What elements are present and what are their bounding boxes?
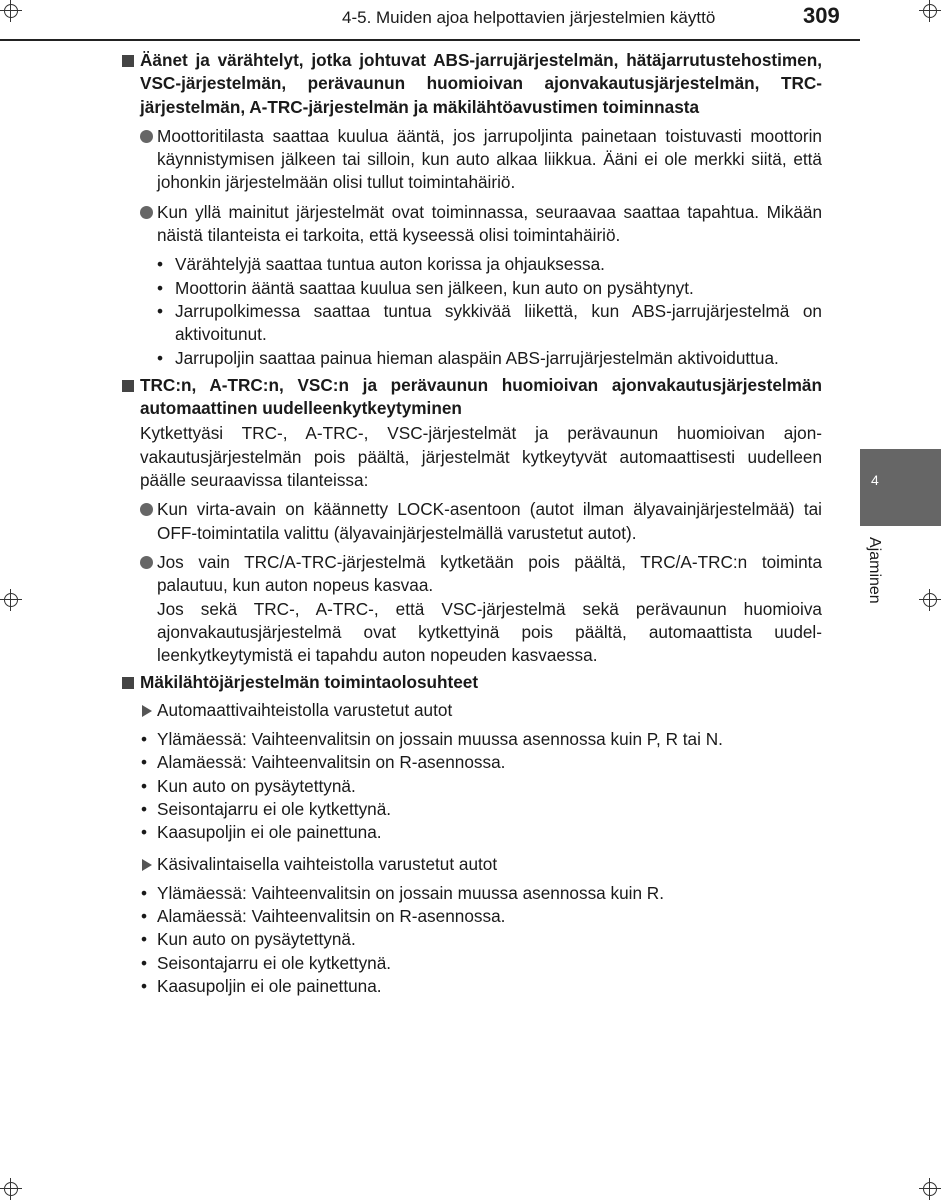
bullet-dot-icon: • [157,347,164,368]
circle-bullet-icon [140,503,153,516]
square-bullet-icon [122,55,134,67]
list-item: • Ylämäessä: Vaihteenvalitsin on jossain muussa asennossa kuin P, R tai N. [122,728,822,751]
bullet-list [122,728,822,844]
circle-item: Moottoritilasta saattaa kuulua ääntä, jos jarrupoljinta painetaan toistuvasti moottorin käynnistymisen jälkeen tai silloin, kun auto alkaa liikkua. Ääni ei ole merkki siitä, että johonkin järjestelmään olisi tullut toimintahäiriö. [122,125,822,195]
crop-mark-icon [0,0,22,22]
bullet-dot-icon: • [141,798,148,819]
list-item: • Seisontajarru ei ole kytkettynä. [122,952,822,975]
circle-item: Jos vain TRC/A-TRC-järjestelmä kytketään pois päältä, TRC/A-TRC:n toiminta palautuu, kun auton nopeus kasvaa. [122,551,822,598]
chapter-tab-label: Ajaminen [866,537,883,604]
bullet-list [122,882,822,998]
bullet-dot-icon: • [141,882,148,903]
bullet-dot-icon: • [157,277,164,298]
crop-mark-icon [0,1178,22,1200]
subheading-manual: Käsivalintaisella vaihteistolla varustetut autot [122,853,822,876]
section-heading: Äänet ja värähtelyt, jotka johtuvat ABS-jarrujärjestelmän, hätäjarrutustehostimen, VSC-järjestelmän, perävaunun huomioivan ajonvakautusjärjestelmän, TRC-järjestelmän, A-TRC-järjestelmän ja mäkilähtöavustimen toiminnasta [122,49,822,119]
circle-item: Kun yllä mainitut järjestelmät ovat toiminnassa, seuraavaa saattaa tapahtua. Mikään näistä tilanteista ei tarkoita, että kyseessä olisi toimintahäiriö. [122,201,822,248]
page-content [122,49,822,998]
list-item: • Jarrupoljin saattaa painua hieman alaspäin ABS-jarrujärjestelmän aktivoiduttua. [122,347,822,370]
bullet-dot-icon: • [141,729,148,750]
subheading-automatic: Automaattivaihteistolla varustetut autot [122,699,822,722]
section-intro: Kytkettyäsi TRC-, A-TRC-, VSC-järjestelmät ja perävaunun huomioivan ajonvakautusjärjestelmän pois päältä, järjestelmät kytkeytyvät automaattisesti uudelleen päälle seuraavissa tilanteissa: [140,423,822,491]
list-item: • Kaasupoljin ei ole painettuna. [122,821,822,844]
chapter-tab-number: 4 [871,472,879,488]
list-item: • Värähtelyjä saattaa tuntua auton korissa ja ohjauksessa. [122,253,822,276]
bullet-dot-icon: • [141,975,148,996]
circle-item-continuation: Jos sekä TRC-, A-TRC-, että VSC-järjestelmä sekä perävaunun huomioiva ajonvakautusjärjestelmä ovat kytkettyinä pois päältä, automaattista uudelleenkytkeytymistä ei tapahdu auton nopeuden kasvaessa. [157,598,822,666]
circle-bullet-icon [140,130,153,143]
list-item: • Kun auto on pysäytettynä. [122,928,822,951]
section-heading: TRC:n, A-TRC:n, VSC:n ja perävaunun huomioivan ajonvakautusjärjestelmän automaattinen uudelleenkytkeytyminen [122,374,822,421]
circle-bullet-icon [140,556,153,569]
section-sounds-vibrations [122,49,822,370]
header-rule [0,39,860,41]
list-item: • Kaasupoljin ei ole painettuna. [122,975,822,998]
list-item: • Kun auto on pysäytettynä. [122,775,822,798]
bullet-dot-icon: • [141,822,148,843]
list-item: • Jarrupolkimessa saattaa tuntua sykkivää liikettä, kun ABS-jarrujärjestelmä on aktivoitunut. [157,300,822,345]
triangle-bullet-icon [142,859,152,871]
crop-mark-icon [0,589,22,611]
bullet-dot-icon: • [157,300,164,321]
crop-mark-icon [919,1178,941,1200]
running-header-title: 4-5. Muiden ajoa helpottavien järjestelmien käyttö [342,8,716,27]
list-item: • Seisontajarru ei ole kytkettynä. [122,798,822,821]
bullet-list [122,253,822,369]
circle-bullet-icon [140,206,153,219]
bullet-dot-icon: • [141,906,148,927]
list-item: • Alamäessä: Vaihteenvalitsin on R-asennossa. [122,751,822,774]
bullet-dot-icon: • [157,254,164,275]
bullet-dot-icon: • [141,775,148,796]
circle-item: Kun virta-avain on käännetty LOCK-asentoon (autot ilman älyavainjärjestelmää) tai OFF-toimintatila valittu (älyavainjärjestelmällä varustetut autot). [122,498,822,545]
section-heading: Mäkilähtöjärjestelmän toimintaolosuhteet [122,671,822,694]
square-bullet-icon [122,380,134,392]
section-auto-reactivation [122,374,822,668]
bullet-dot-icon: • [141,952,148,973]
list-item: • Ylämäessä: Vaihteenvalitsin on jossain muussa asennossa kuin R. [122,882,822,905]
section-hill-start-conditions [122,671,822,998]
bullet-dot-icon: • [141,752,148,773]
triangle-bullet-icon [142,705,152,717]
list-item: • Alamäessä: Vaihteenvalitsin on R-asennossa. [122,905,822,928]
bullet-dot-icon: • [141,929,148,950]
square-bullet-icon [122,677,134,689]
list-item: • Moottorin ääntä saattaa kuulua sen jälkeen, kun auto on pysähtynyt. [122,277,822,300]
page-number: 309 [803,3,840,28]
crop-mark-icon [919,589,941,611]
crop-mark-icon [919,0,941,22]
